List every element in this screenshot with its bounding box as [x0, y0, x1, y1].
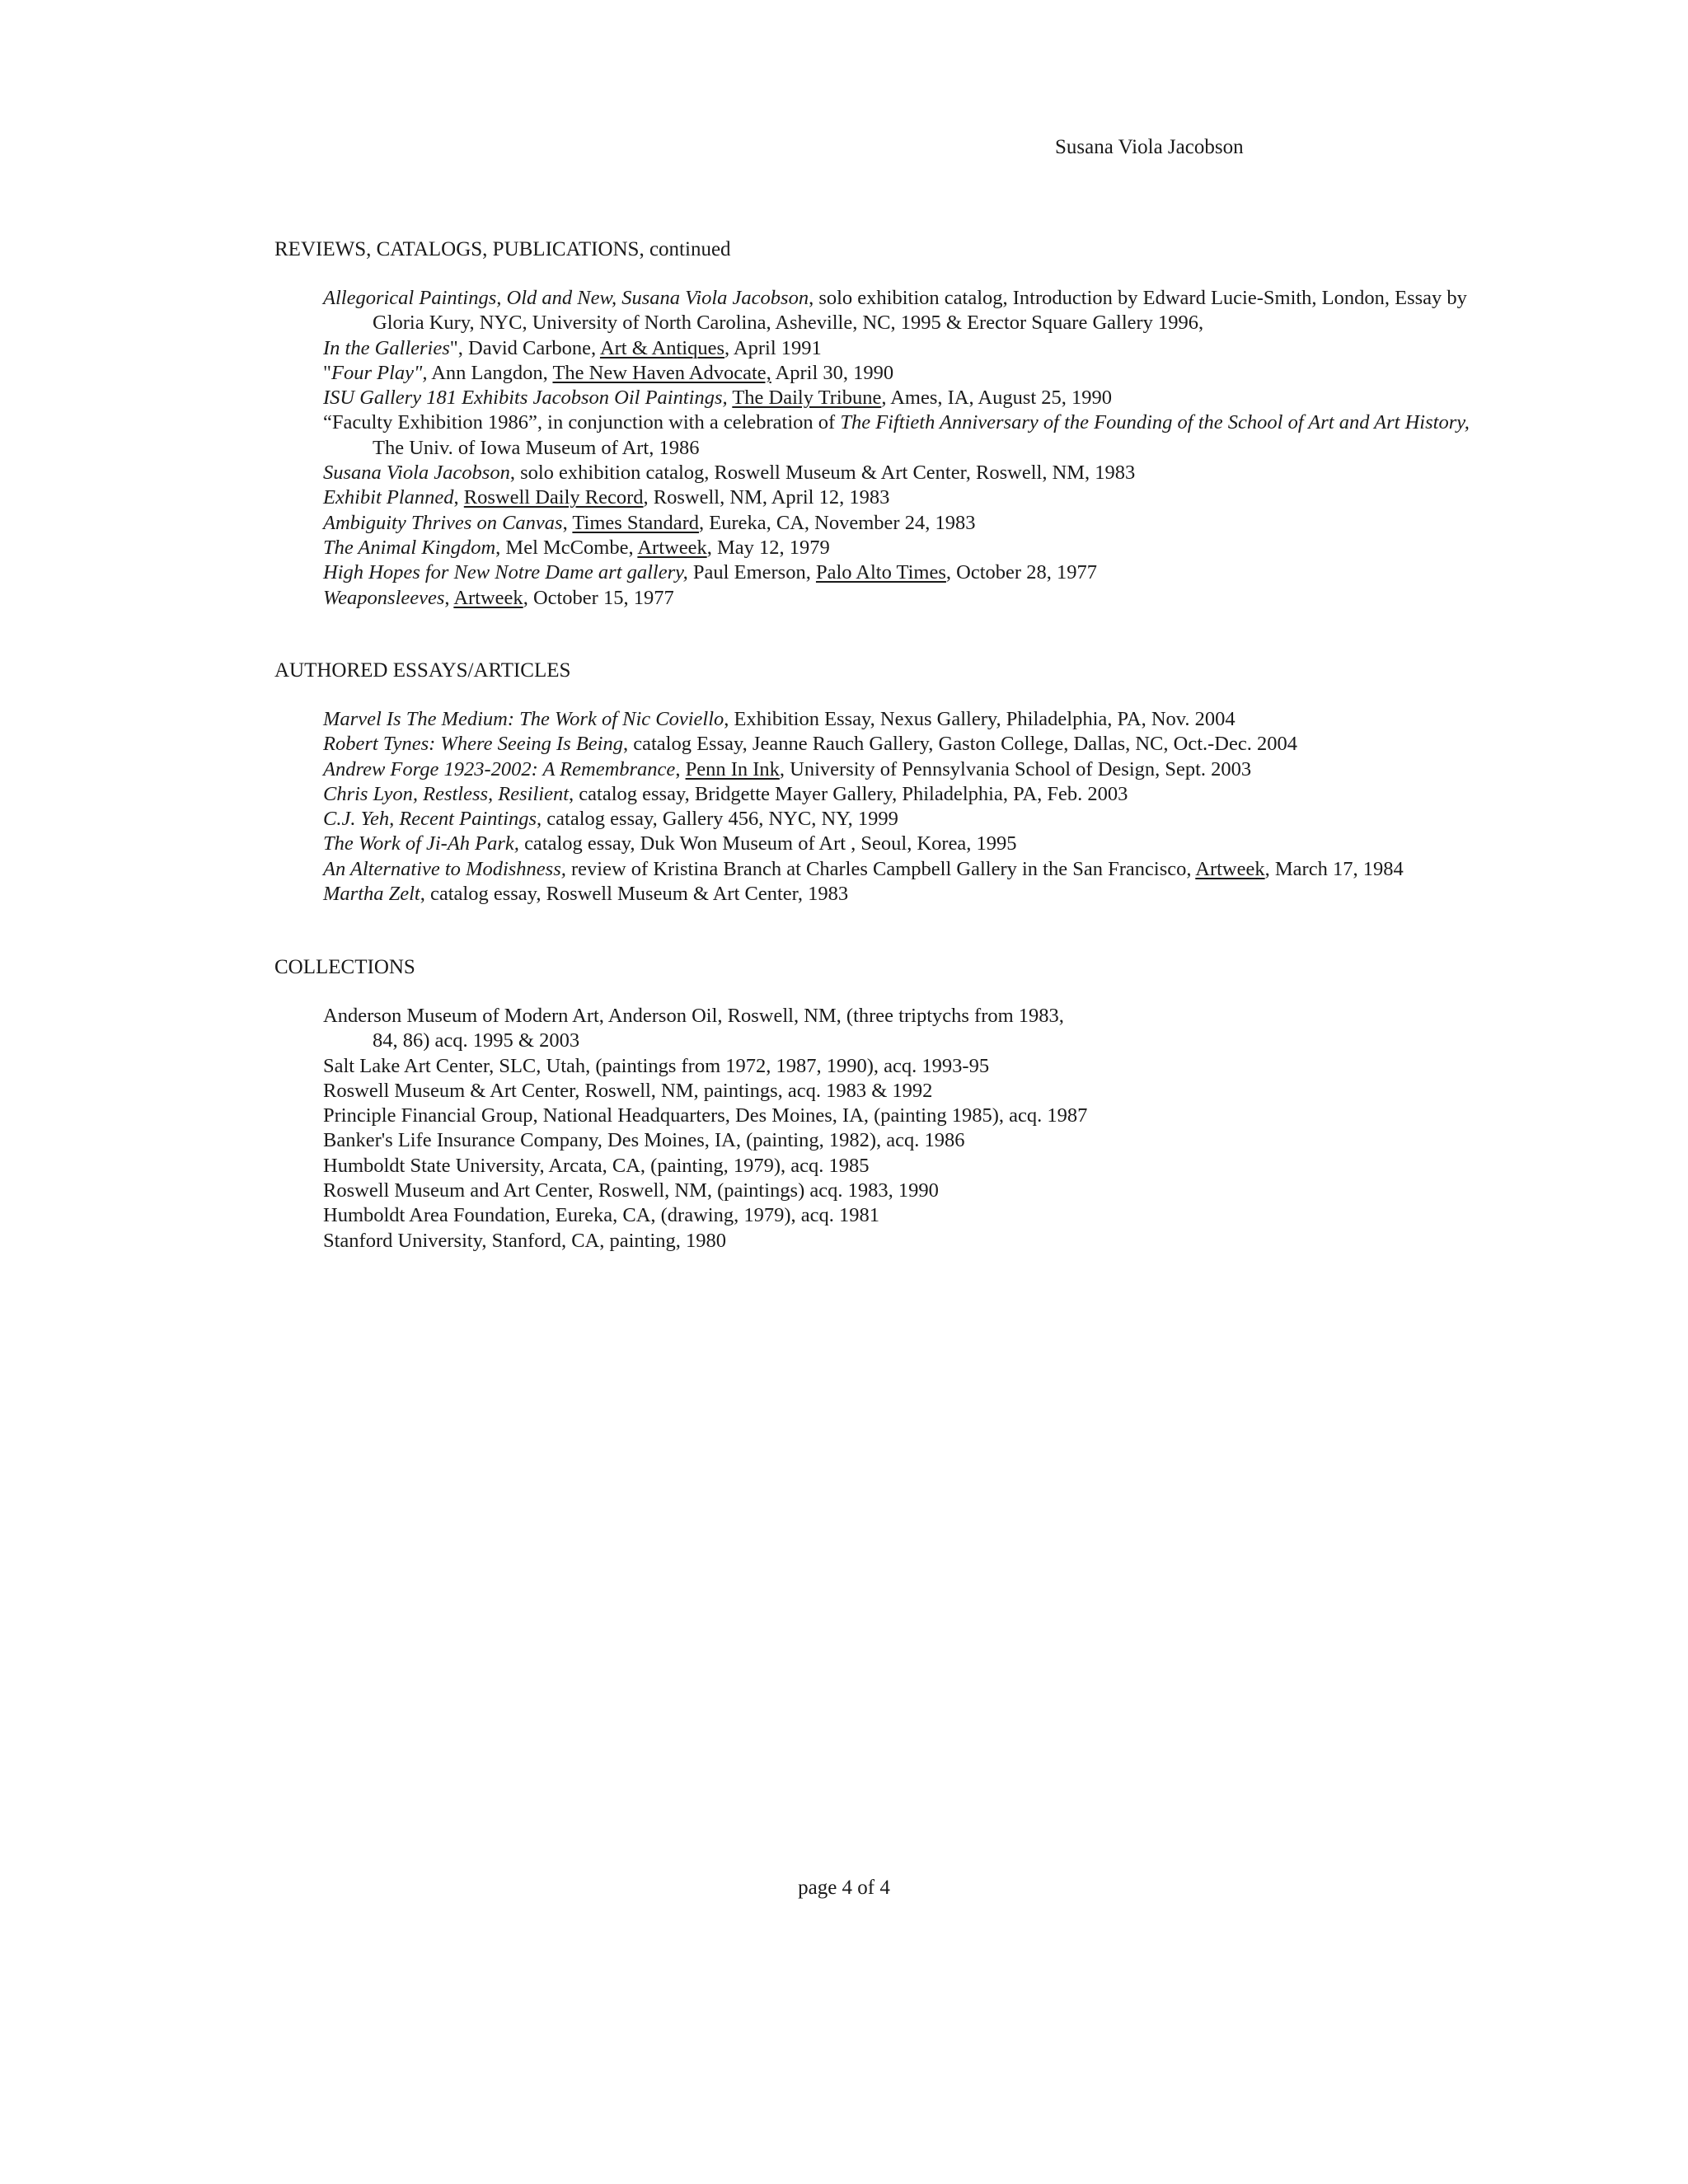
entry-text: , catalog Essay, Jeanne Rauch Gallery, Gaston College, Dallas, NC, Oct.-Dec. 2004 [622, 733, 1297, 756]
list-item: Humboldt Area Foundation, Eureka, CA, (drawing, 1979), acq. 1981 [323, 1204, 879, 1227]
entry-text: , catalog essay, Bridgette Mayer Gallery, Philadelphia, PA, Feb. 2003 [569, 782, 1128, 805]
entry-text: , October 15, 1977 [523, 586, 674, 609]
entry-text: " [323, 361, 332, 384]
list-item [323, 410, 1493, 461]
entry-title: Weaponsleeves [323, 586, 445, 609]
publication-name: Penn In Ink [685, 757, 780, 780]
entry-title: The Work of Ji-Ah Park, [323, 832, 519, 855]
entry-text: Paul Emerson, [687, 561, 816, 584]
entry-text: catalog essay, Duk Won Museum of Art , Seoul, Korea, 1995 [518, 832, 1017, 855]
entry-text: “Faculty Exhibition 1986”, in conjunction with a celebration of [323, 411, 841, 434]
list-item [323, 286, 1493, 336]
entry-title: In the Galleries [323, 336, 450, 359]
entry-text: ", David Carbone, [449, 336, 600, 359]
entry-title: An Alternative to Modishness, [323, 857, 566, 880]
entry-text: , Ames, IA, August 25, 1990 [881, 387, 1113, 410]
entry-text: , April 1991 [724, 336, 822, 359]
entry-text: , [453, 486, 464, 509]
entry-text: review of Kristina Branch at Charles Campbell Gallery in the San Francisco, [565, 857, 1196, 880]
list-item: Stanford University, Stanford, CA, painting, 1980 [323, 1229, 727, 1252]
list-item: Salt Lake Art Center, SLC, Utah, (paintings from 1972, 1987, 1990), acq. 1993-95 [323, 1054, 990, 1077]
entry-title: Andrew Forge 1923-2002: A Remembrance [323, 757, 676, 780]
collections-heading: COLLECTIONS [274, 956, 415, 978]
reviews-heading: REVIEWS, CATALOGS, PUBLICATIONS, continued [274, 238, 731, 260]
list-item [323, 782, 1493, 807]
publication-name: Artweek [453, 586, 523, 609]
publication-name: Times Standard [572, 511, 699, 534]
entry-text: , May 12, 1979 [706, 536, 830, 559]
publication-name: The Daily Tribune [732, 387, 882, 410]
list-item [323, 586, 1493, 611]
entry-title: Four Play", [331, 361, 428, 384]
entry-text: , solo exhibition catalog, Roswell Museum & Art Center, Roswell, NM, 1983 [509, 462, 1136, 485]
entry-text: , [562, 511, 573, 534]
entry-title: C.J. Yeh, Recent Paintings [323, 808, 537, 831]
page-number: page 4 of 4 [798, 1877, 890, 1899]
publication-name: Art & Antiques [599, 336, 725, 359]
list-item [323, 336, 1493, 361]
entry-text: April 30, 1990 [771, 361, 894, 384]
entry-text: , October 28, 1977 [945, 561, 1097, 584]
entry-text: , [675, 757, 686, 780]
list-item [323, 882, 1493, 907]
entry-text: , catalog essay, Gallery 456, NYC, NY, 1999 [537, 808, 898, 831]
list-item [323, 707, 1493, 732]
publication-name: Artweek [637, 536, 707, 559]
list-item [323, 832, 1493, 856]
entry-title: Robert Tynes: Where Seeing Is Being [323, 733, 623, 756]
list-item [323, 536, 1493, 560]
list-item: Roswell Museum & Art Center, Roswell, NM, paintings, acq. 1983 & 1992 [323, 1079, 933, 1102]
entry-text: , Roswell, NM, April 12, 1983 [643, 486, 890, 509]
entry-text: , Exhibition Essay, Nexus Gallery, Philadelphia, PA, Nov. 2004 [724, 708, 1236, 730]
entry-text: , University of Pennsylvania School of Design, Sept. 2003 [779, 757, 1252, 780]
list-item: Anderson Museum of Modern Art, Anderson Oil, Roswell, NM, (three triptychs from 1983, [323, 1005, 1064, 1027]
entry-text: The Univ. of Iowa Museum of Art, 1986 [373, 436, 700, 459]
list-item [323, 511, 1493, 536]
publication-name: Artweek [1195, 857, 1265, 880]
list-item [323, 732, 1493, 757]
entry-text: , Mel McCombe, [495, 536, 638, 559]
entry-text: , March 17, 1984 [1264, 857, 1404, 880]
collections-list [323, 1004, 1493, 1254]
entry-text: , solo exhibition catalog, Introduction by Edward Lucie-Smith, London, Essay by Gloria Kury, NYC, University of North Carolina, Asheville, NC, 1995 & Erector Square Gallery 1996, [373, 287, 1467, 335]
list-item: Principle Financial Group, National Headquarters, Des Moines, IA, (painting 1985), acq. 1987 [323, 1104, 1088, 1127]
essays-heading: AUTHORED ESSAYS/ARTICLES [274, 659, 571, 682]
entry-title: High Hopes for New Notre Dame art gallery, [323, 561, 688, 584]
publication-name: The New Haven Advocate, [552, 361, 771, 384]
author-name-header: Susana Viola Jacobson [1055, 136, 1244, 158]
entry-title: Ambiguity Thrives on Canvas [323, 511, 563, 534]
entry-title: Chris Lyon, Restless, Resilient [323, 782, 570, 805]
entry-title: Martha Zelt [323, 883, 420, 906]
list-item: Roswell Museum and Art Center, Roswell, NM, (paintings) acq. 1983, 1990 [323, 1179, 939, 1202]
list-item [323, 461, 1493, 485]
list-item [323, 485, 1493, 510]
entry-title: Marvel Is The Medium: The Work of Nic Coviello [323, 708, 724, 730]
list-item [323, 757, 1493, 782]
list-item: Humboldt State University, Arcata, CA, (painting, 1979), acq. 1985 [323, 1154, 870, 1177]
list-item [323, 361, 1493, 386]
list-item: Banker's Life Insurance Company, Des Moines, IA, (painting, 1982), acq. 1986 [323, 1129, 965, 1152]
publication-name: Roswell Daily Record [463, 486, 644, 509]
reviews-list [323, 286, 1493, 611]
essays-list [323, 707, 1493, 907]
entry-title: Susana Viola Jacobson [323, 462, 510, 485]
list-item [323, 857, 1493, 882]
entry-title: Exhibit Planned [323, 486, 454, 509]
entry-title: The Animal Kingdom [323, 536, 496, 559]
entry-title: Allegorical Paintings, Old and New, Susana Viola Jacobson [323, 287, 809, 309]
entry-text: , [444, 586, 454, 609]
list-item [323, 386, 1493, 410]
entry-title: ISU Gallery 181 Exhibits Jacobson Oil Paintings, [323, 387, 728, 410]
publication-name: Palo Alto Times [815, 561, 946, 584]
list-item [323, 560, 1493, 585]
entry-text: , catalog essay, Roswell Museum & Art Center, 1983 [420, 883, 849, 906]
entry-title: The Fiftieth Anniversary of the Founding of the School of Art and Art History, [840, 411, 1470, 434]
entry-text: Ann Langdon, [427, 361, 553, 384]
list-item-continuation: 84, 86) acq. 1995 & 2003 [373, 1029, 580, 1052]
entry-text: , Eureka, CA, November 24, 1983 [699, 511, 976, 534]
list-item [323, 807, 1493, 832]
